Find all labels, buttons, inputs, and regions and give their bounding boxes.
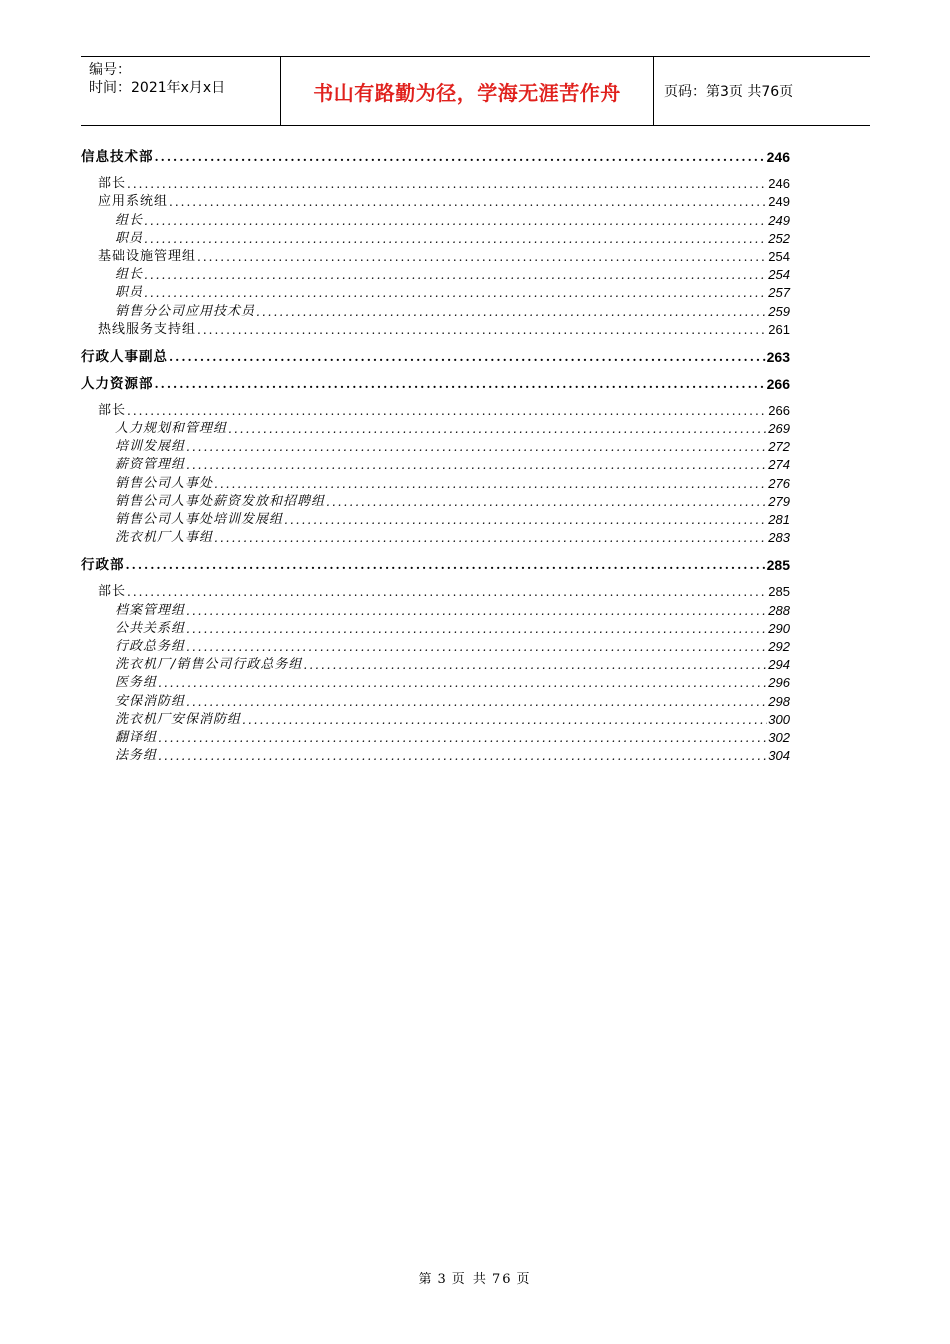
toc-entry-page-number: 283 (768, 530, 790, 546)
toc-entry-label: 安保消防组 (115, 693, 186, 709)
toc-entry-label: 部长 (98, 402, 127, 418)
footer-suffix: 页 (516, 1272, 532, 1287)
toc-entry[interactable] (81, 266, 790, 284)
toc-entry[interactable] (81, 638, 790, 656)
footer-total-pages: 76 (491, 1272, 513, 1287)
toc-dot-leader (214, 475, 767, 493)
toc-dot-leader (197, 248, 767, 266)
toc-entry[interactable] (81, 402, 790, 420)
toc-entry[interactable] (81, 511, 790, 529)
toc-entry-page-number: 294 (768, 657, 790, 673)
toc-entry[interactable] (81, 146, 790, 166)
toc-entry-page-number: 276 (768, 475, 790, 491)
footer-current-page: 3 (437, 1272, 448, 1287)
toc-spacer (81, 393, 790, 402)
toc-entry-label: 行政总务组 (115, 638, 186, 654)
toc-entry-label: 部长 (98, 584, 127, 600)
toc-dot-leader (256, 303, 767, 321)
toc-spacer (81, 166, 790, 175)
toc-entry-page-number: 269 (768, 421, 790, 437)
toc-entry-page-number: 285 (766, 557, 790, 574)
toc-entry-label: 薪资管理组 (115, 457, 186, 473)
toc-dot-leader (158, 674, 767, 692)
toc-entry[interactable] (81, 248, 790, 266)
toc-entry-label: 翻译组 (115, 729, 158, 745)
toc-entry[interactable] (81, 302, 790, 320)
toc-dot-leader (158, 729, 767, 747)
toc-dot-leader (155, 375, 766, 393)
toc-entry-label: 法务组 (115, 748, 158, 764)
toc-entry[interactable] (81, 321, 790, 339)
toc-entry-label: 销售公司人事处 (115, 475, 214, 491)
toc-entry-page-number: 281 (768, 512, 790, 527)
toc-entry[interactable] (81, 674, 790, 692)
toc-entry-label: 职员 (115, 230, 144, 246)
toc-dot-leader (127, 583, 767, 601)
toc-entry[interactable] (81, 747, 790, 765)
toc-entry[interactable] (81, 620, 790, 638)
toc-entry[interactable] (81, 438, 790, 456)
toc-entry-label: 公共关系组 (115, 620, 186, 636)
toc-entry-page-number: 272 (768, 439, 790, 455)
toc-entry-label: 人力资源部 (81, 375, 154, 392)
toc-entry-page-number: 246 (768, 176, 790, 192)
toc-entry-label: 培训发展组 (115, 439, 186, 455)
toc-entry-page-number: 290 (768, 620, 790, 636)
toc-dot-leader (186, 620, 767, 638)
toc-entry-label: 职员 (115, 285, 144, 301)
toc-spacer (81, 574, 790, 583)
toc-entry-page-number: 285 (768, 584, 790, 600)
toc-dot-leader (186, 693, 767, 711)
toc-entry[interactable] (81, 339, 790, 366)
footer-prefix: 第 (418, 1272, 434, 1287)
toc-entry-label: 部长 (98, 176, 127, 192)
toc-entry-page-number: 249 (768, 194, 790, 210)
toc-entry-page-number: 254 (768, 248, 790, 264)
toc-entry[interactable] (81, 284, 790, 302)
toc-dot-leader (326, 493, 767, 511)
toc-entry[interactable] (81, 175, 790, 193)
toc-dot-leader (186, 456, 767, 474)
toc-dot-leader (155, 148, 766, 166)
toc-entry-page-number: 263 (766, 348, 790, 365)
toc-entry-page-number: 304 (768, 748, 790, 764)
toc-entry[interactable] (81, 729, 790, 747)
toc-entry[interactable] (81, 420, 790, 438)
toc-entry-page-number: 259 (768, 303, 790, 319)
toc-dot-leader (144, 266, 767, 284)
toc-entry-page-number: 300 (768, 711, 790, 727)
toc-dot-leader (144, 284, 767, 302)
header-page-info: 页码：第3页 共76页 (664, 84, 794, 100)
toc-dot-leader (242, 711, 767, 729)
toc-dot-leader (144, 212, 767, 230)
toc-dot-leader (228, 420, 767, 438)
header-motto: 书山有路勤为径，学海无涯苦作舟 (281, 57, 654, 125)
toc-entry-label: 洗衣机厂/销售公司行政总务组 (115, 657, 303, 673)
toc-entry-label: 销售分公司应用技术员 (115, 303, 256, 319)
toc-entry-page-number: 257 (768, 285, 790, 301)
toc-entry-page-number: 288 (768, 602, 790, 618)
toc-entry[interactable] (81, 711, 790, 729)
toc-entry[interactable] (81, 692, 790, 710)
toc-entry[interactable] (81, 529, 790, 547)
toc-entry-label: 行政部 (81, 557, 125, 574)
toc-entry[interactable] (81, 493, 790, 511)
toc-dot-leader (127, 402, 767, 420)
toc-entry-page-number: 292 (768, 638, 790, 654)
toc-entry-page-number: 266 (768, 402, 790, 418)
toc-entry-label: 应用系统组 (98, 194, 169, 210)
toc-dot-leader (169, 348, 766, 366)
toc-dot-leader (186, 602, 767, 620)
toc-dot-leader (186, 438, 767, 456)
table-of-contents (81, 146, 790, 765)
toc-entry[interactable] (81, 474, 790, 492)
toc-entry[interactable] (81, 583, 790, 601)
footer-mid: 页 共 (451, 1272, 488, 1287)
toc-entry-label: 医务组 (115, 675, 158, 691)
toc-entry-page-number: 252 (768, 230, 790, 246)
toc-entry-label: 组长 (115, 267, 144, 283)
toc-dot-leader (284, 511, 767, 529)
toc-entry[interactable] (81, 601, 790, 619)
toc-entry[interactable] (81, 456, 790, 474)
toc-dot-leader (303, 656, 767, 674)
toc-dot-leader (144, 230, 767, 248)
date-label: 时间：2021年x月x日 (89, 80, 226, 96)
toc-entry-page-number: 274 (768, 457, 790, 473)
page-footer (0, 1268, 950, 1287)
toc-entry-page-number: 266 (766, 375, 790, 392)
toc-dot-leader (197, 321, 767, 339)
toc-entry-label: 行政人事副总 (81, 348, 168, 365)
toc-entry-page-number: 279 (768, 493, 790, 509)
toc-dot-leader (169, 193, 767, 211)
toc-entry[interactable] (81, 193, 790, 211)
toc-entry-label: 热线服务支持组 (98, 321, 197, 337)
page-header (81, 56, 870, 126)
toc-dot-leader (158, 747, 767, 765)
toc-entry-label: 档案管理组 (115, 602, 186, 618)
toc-entry-page-number: 249 (768, 212, 790, 228)
serial-number-label: 编号： (89, 62, 131, 78)
toc-entry-label: 洗衣机厂安保消防组 (115, 711, 242, 727)
toc-dot-leader (127, 175, 767, 193)
toc-dot-leader (126, 556, 766, 574)
toc-entry-label: 销售公司人事处薪资发放和招聘组 (115, 493, 326, 509)
toc-entry[interactable] (81, 366, 790, 393)
toc-entry-page-number: 261 (768, 321, 790, 337)
toc-entry-label: 销售公司人事处培训发展组 (115, 512, 284, 527)
toc-entry-page-number: 298 (768, 693, 790, 709)
toc-entry-page-number: 254 (768, 267, 790, 283)
toc-entry-page-number: 302 (768, 729, 790, 745)
toc-dot-leader (186, 638, 767, 656)
header-meta (81, 57, 281, 125)
toc-entry-page-number: 246 (766, 149, 790, 165)
toc-entry[interactable] (81, 211, 790, 229)
toc-entry-label: 组长 (115, 212, 144, 228)
toc-entry[interactable] (81, 230, 790, 248)
toc-entry-label: 基础设施管理组 (98, 248, 197, 264)
toc-entry-page-number: 296 (768, 675, 790, 691)
toc-entry-label: 人力规划和管理组 (115, 421, 228, 437)
toc-entry[interactable] (81, 547, 790, 574)
toc-entry-label: 洗衣机厂人事组 (115, 530, 214, 546)
toc-dot-leader (214, 529, 767, 547)
toc-entry-label: 信息技术部 (81, 149, 154, 165)
toc-entry[interactable] (81, 656, 790, 674)
